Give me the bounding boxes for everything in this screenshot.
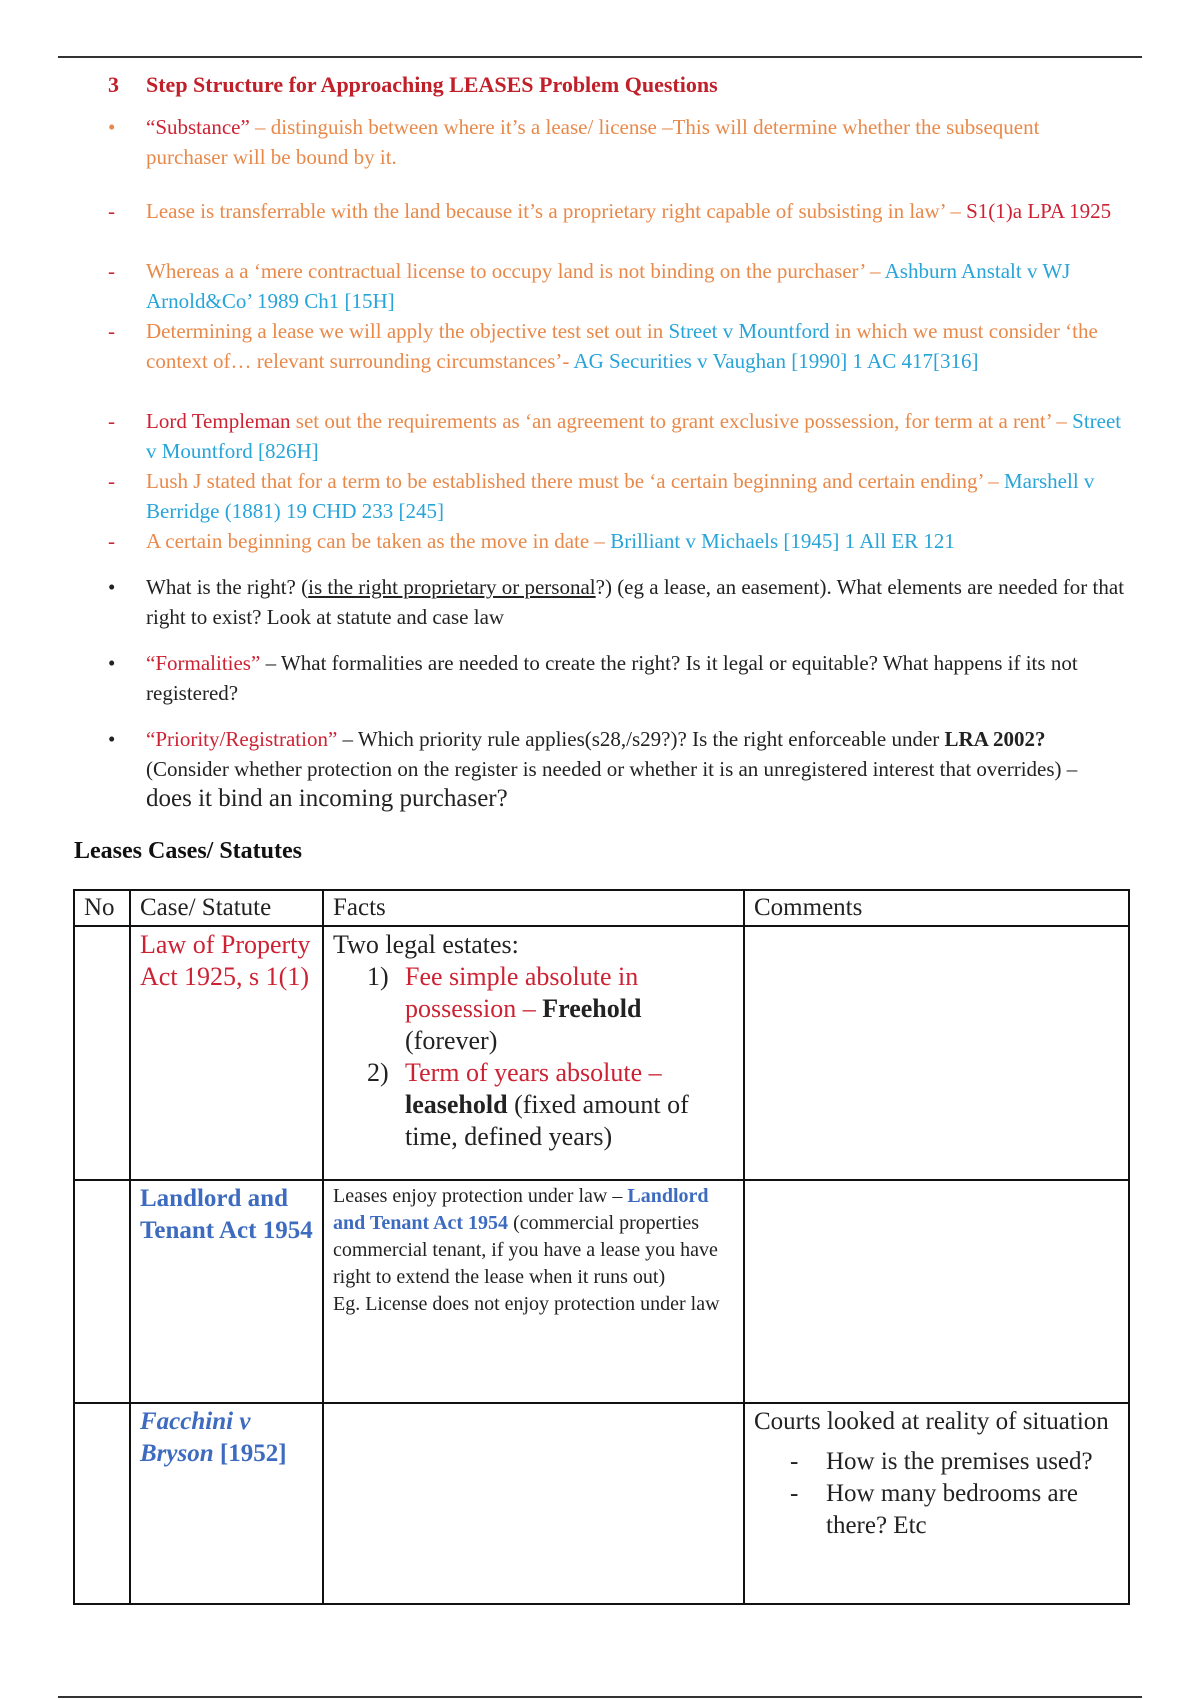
header-no: No xyxy=(74,890,130,926)
estates-list xyxy=(333,961,734,1153)
right-text: What is the right? ( xyxy=(146,575,309,599)
bullet-marker: • xyxy=(108,115,116,139)
dash-item-lush xyxy=(108,466,1126,526)
bullet-formalities xyxy=(108,648,1126,708)
comment-point: How many bedrooms are there? Etc xyxy=(826,1480,1079,1539)
facts-cell xyxy=(323,1180,744,1403)
priority-statute: LRA 2002? xyxy=(944,727,1046,751)
dash-marker: - xyxy=(108,409,115,433)
comment-intro: Courts looked at reality of situation xyxy=(754,1408,1109,1435)
dash-marker: - xyxy=(108,529,115,553)
facts-cell xyxy=(323,1403,744,1604)
list-item xyxy=(333,1057,734,1153)
priority-text-cont: (Consider whether protection on the register is needed or whether it is an unregistered interest that overrides) – xyxy=(146,757,1078,781)
priority-question: does it bind an incoming purchaser? xyxy=(146,785,508,812)
substance-text: – distinguish between where it’s a lease/ license –This will determine whether the subsequent purchaser will be bound by it. xyxy=(146,115,1040,169)
bullet-marker: • xyxy=(108,575,116,599)
comments-cell xyxy=(744,1180,1129,1403)
dash-item-ashburn xyxy=(108,256,1126,316)
bullet-right xyxy=(108,572,1126,632)
dash-marker: - xyxy=(108,319,115,343)
row-number xyxy=(74,926,130,1180)
dash-item-lpa xyxy=(108,196,1126,226)
dash-item-brilliant xyxy=(108,526,1126,556)
case-name-italic: Facchini v Bryson xyxy=(140,1408,251,1467)
right-underlined: is the right proprietary or personal xyxy=(308,575,596,599)
dash-marker: - xyxy=(108,259,115,283)
section-number: 3 xyxy=(108,72,119,97)
bullet-marker: • xyxy=(108,651,116,675)
comment-point: How is the premises used? xyxy=(826,1448,1093,1475)
facts-example: Eg. License does not enjoy protection under law xyxy=(333,1293,720,1315)
dash-ref: S1(1)a LPA 1925 xyxy=(966,199,1112,223)
substance-term: “Substance” xyxy=(146,115,250,139)
bullet-priority xyxy=(108,724,1126,814)
comments-cell xyxy=(744,1403,1129,1604)
dash-item-objective-test xyxy=(108,316,1126,376)
row-number xyxy=(74,1403,130,1604)
dash-item-templeman xyxy=(108,406,1126,466)
priority-text: – Which priority rule applies(s28,/s29?)? Is the right enforceable under xyxy=(337,727,945,751)
estate-type: Freehold xyxy=(542,994,642,1023)
dash-text: Whereas a a ‘mere contractual license to occupy land is not binding on the purchaser’ – xyxy=(146,259,885,283)
bullet-substance xyxy=(108,112,1126,172)
table-row xyxy=(74,1180,1129,1403)
case-year: [1952] xyxy=(213,1440,287,1467)
formalities-text: – What formalities are needed to create the right? Is it legal or equitable? What happens if its not registered? xyxy=(146,651,1078,705)
estate-name: Term of years absolute – xyxy=(405,1058,662,1087)
dash-text: Lease is transferrable with the land because it’s a proprietary right capable of subsisting in law’ – xyxy=(146,199,967,223)
dash-ref: Brilliant v Michaels [1945] 1 All ER 121 xyxy=(610,529,955,553)
dash-text: Determining a lease we will apply the objective test set out in xyxy=(146,319,669,343)
estate-desc: (forever) xyxy=(405,1026,498,1055)
dash-ref: Ashburn Anstalt v WJ Arnold&Co’ 1989 Ch1 [15H] xyxy=(146,259,1071,313)
bullet-marker: • xyxy=(108,727,116,751)
dash-judge: Lord Templeman xyxy=(146,409,291,433)
case-name xyxy=(130,1403,323,1604)
facts-intro: Two legal estates: xyxy=(333,930,519,959)
dash-marker: - xyxy=(790,1448,799,1475)
list-item xyxy=(754,1446,1119,1478)
header-case: Case/ Statute xyxy=(130,890,323,926)
dash-ref: Street v Mountford [826H] xyxy=(146,409,1122,463)
item-number: 1) xyxy=(367,962,389,991)
dash-ref: Marshell v Berridge (1881) 19 CHD 233 [245] xyxy=(146,469,1095,523)
dash-ref: Street v Mountford xyxy=(668,319,830,343)
header-comments: Comments xyxy=(744,890,1129,926)
table-row xyxy=(74,1403,1129,1604)
estate-desc: (fixed amount of time, defined years) xyxy=(405,1090,689,1151)
comments-cell xyxy=(744,926,1129,1180)
facts-statute: Landlord and Tenant Act 1954 xyxy=(333,1185,709,1234)
comment-points xyxy=(754,1446,1119,1542)
case-name: Landlord and Tenant Act 1954 xyxy=(130,1180,323,1403)
table-title: Leases Cases/ Statutes xyxy=(74,838,302,864)
facts-text: Leases enjoy protection under law – xyxy=(333,1185,628,1207)
dash-marker: - xyxy=(108,199,115,223)
item-number: 2) xyxy=(367,1058,389,1087)
facts-cell xyxy=(323,926,744,1180)
cases-table xyxy=(73,889,1130,1605)
bottom-rule xyxy=(58,1696,1142,1698)
dash-ref: AG Securities v Vaughan [1990] 1 AC 417[316] xyxy=(573,349,979,373)
right-text-rest: ?) (eg a lease, an easement). What elements are needed for that right to exist? Look at statute and case law xyxy=(146,575,1125,629)
case-name: Law of Property Act 1925, s 1(1) xyxy=(130,926,323,1180)
priority-term: “Priority/Registration” xyxy=(146,727,338,751)
header-facts: Facts xyxy=(323,890,744,926)
list-item xyxy=(333,961,734,1057)
dash-marker: - xyxy=(108,469,115,493)
dash-text: A certain beginning can be taken as the move in date – xyxy=(146,529,611,553)
dash-text: in which we must consider ‘the context of… relevant surrounding circumstances’- xyxy=(146,319,1098,373)
top-rule xyxy=(58,56,1142,58)
dash-text: Lush J stated that for a term to be established there must be ‘a certain beginning and certain ending’ – xyxy=(146,469,1004,493)
table-header-row xyxy=(74,890,1129,926)
estate-name: Fee simple absolute in possession – xyxy=(405,962,639,1023)
table-row xyxy=(74,926,1129,1180)
row-number xyxy=(74,1180,130,1403)
formalities-term: “Formalities” xyxy=(146,651,261,675)
section-heading xyxy=(108,72,718,98)
list-item xyxy=(754,1478,1119,1542)
facts-text: (commercial properties commercial tenant, if you have a lease you have right to extend the lease when it runs out) xyxy=(333,1212,718,1288)
dash-text: set out the requirements as ‘an agreement to grant exclusive possession, for term at a rent’ – xyxy=(290,409,1073,433)
section-title: Step Structure for Approaching LEASES Problem Questions xyxy=(146,72,718,97)
dash-marker: - xyxy=(790,1480,799,1507)
estate-type: leasehold xyxy=(405,1090,508,1119)
